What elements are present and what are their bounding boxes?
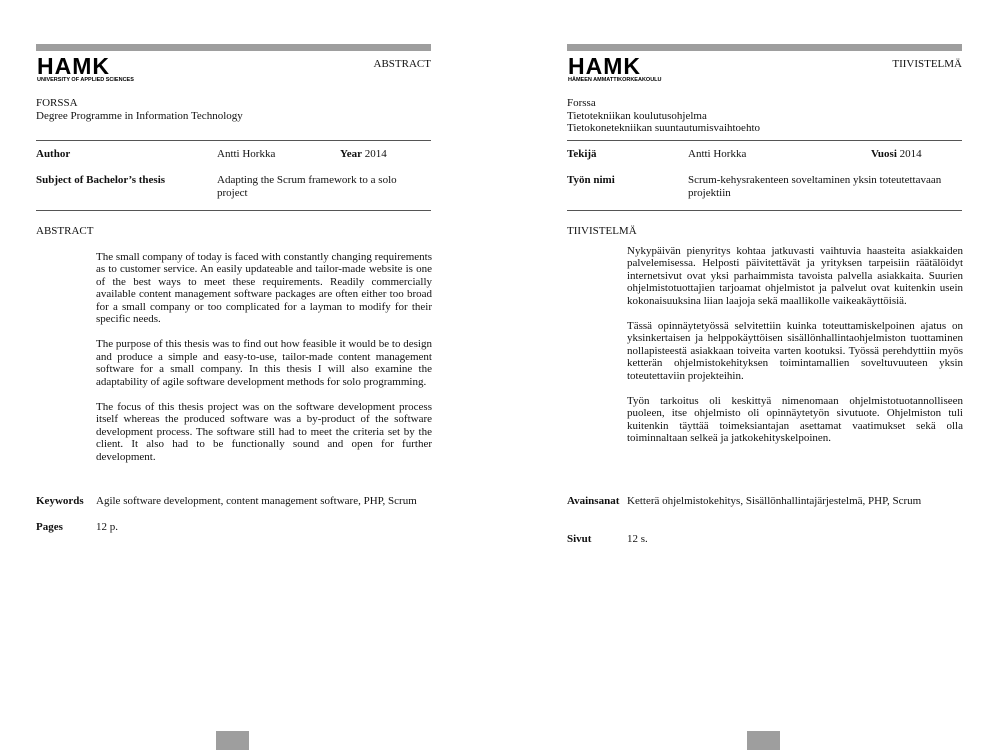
abstract-page-english	[0, 0, 470, 750]
org-line: FORSSA	[36, 97, 78, 109]
paragraph: Tässä opinnäytetyössä selvitettiin kuinka toteuttamiskelpoinen ajatus on yksinkertaisen ja helppokäyttöisen sisällönhallintaohjelmiston tuottaminen nollapisteestä asiakkaan toiveita varten kootuksi. Työssä perehdyttiin myös ketterän ohjelmistokehityksen toimintamallien soveltuvuuteen yksin toteutettaviin projekteihin.	[627, 320, 963, 382]
org-line: Tietotekniikan koulutusohjelma	[567, 109, 707, 122]
page-tab[interactable]	[747, 731, 780, 750]
pages-label: Pages	[36, 521, 63, 533]
header-label: ABSTRACT	[373, 58, 431, 70]
year-label: Vuosi	[871, 148, 897, 160]
logo-subtitle: HÄMEEN AMMATTIKORKEAKOULU	[568, 77, 662, 83]
keywords-value: Ketterä ohjelmistokehitys, Sisällönhallintajärjestelmä, PHP, Scrum	[627, 495, 922, 507]
paragraph: The small company of today is faced with constantly changing requirements as to customer service. An easily updateable and tailor-made website is one of the best ways to meet these requirements. Readily commercially available content management software packages are often either too broad for a small company or too complicated for a layman to modify for their specific needs.	[96, 251, 433, 326]
paragraph: The purpose of this thesis was to find out how feasible it would be to design and produce a simple and easy-to-use, tailor-made content management software for a small company. In this thesis I will also examine the adaptability of agile software development methods for solo programming.	[96, 338, 432, 388]
divider	[36, 140, 431, 141]
author-value: Antti Horkka	[688, 148, 747, 160]
subject-value: Adapting the Scrum framework to a solo project	[217, 174, 397, 199]
organization-block	[567, 97, 760, 135]
abstract-body	[96, 251, 432, 476]
org-line: Forssa	[567, 97, 596, 109]
abstract-body	[627, 245, 963, 458]
org-line: Degree Programme in Information Technology	[36, 109, 243, 122]
paragraph: Työn tarkoitus oli keskittyä nimenomaan ohjelmistotuotannolliseen puoleen, itse ohjelmisto oli opinnäytetyön sivutuote. Ohjelmiston tuli kuitenkin täyttää toimeksiantajan asettamat vaatimukset sekä olla toiminnaltaan selkeä ja jatkokehityskelpoinen.	[627, 395, 963, 445]
organization-block	[36, 97, 243, 122]
paragraph: Nykypäivän pienyritys kohtaa jatkuvasti vaihtuvia haasteita asiakkaiden palvelemisessa. Helposti päivitettävät ja yrityksen tarpeisiin räätälöidyt internetsivut ovat yksi parhaimmista tavoista palvella asiakkaita. Suurien ohjelmistotuottajien tarjoamat ohjelmistot ja palvelut ovat kuitenkin usein kokonaisuuksina liian laajoja sekä maallikolle vaikeakäyttöisiä.	[627, 245, 963, 307]
section-title: ABSTRACT	[36, 225, 94, 237]
keywords-label: Keywords	[36, 495, 84, 507]
pages-value: 12 p.	[96, 521, 118, 533]
subject-label: Työn nimi	[567, 174, 615, 186]
year-value: 2014	[364, 148, 387, 160]
header-bar	[567, 44, 962, 51]
keywords-value: Agile software development, content management software, PHP, Scrum	[96, 495, 417, 507]
logo-subtitle: UNIVERSITY OF APPLIED SCIENCES	[37, 77, 134, 83]
divider	[567, 140, 962, 141]
header-bar	[36, 44, 431, 51]
divider	[567, 210, 962, 211]
pages-value: 12 s.	[627, 533, 648, 545]
year-value: 2014	[899, 148, 922, 160]
page-tab[interactable]	[216, 731, 249, 750]
author-value: Antti Horkka	[217, 148, 276, 160]
subject-value: Scrum-kehysrakenteen soveltaminen yksin toteutettavaan projektiin	[688, 174, 942, 199]
section-title: TIIVISTELMÄ	[567, 225, 637, 237]
pages-label: Sivut	[567, 533, 592, 545]
paragraph: The focus of this thesis project was on the software development process itself whereas the produced software was a by-product of the software development process. The software still had to meet the criteria set by the client. It also had to be functionally sound and open for further development.	[96, 401, 432, 463]
author-label: Tekijä	[567, 148, 597, 160]
year-label: Year	[340, 148, 362, 160]
divider	[36, 210, 431, 211]
header-label: TIIVISTELMÄ	[892, 58, 962, 70]
abstract-page-finnish	[531, 0, 1000, 750]
logo-wordmark: HAMK	[37, 53, 110, 79]
hamk-logo	[37, 55, 134, 84]
org-line: Tietokonetekniikan suuntautumisvaihtoehto	[567, 122, 760, 134]
hamk-logo	[568, 55, 662, 84]
keywords-label: Avainsanat	[567, 495, 620, 507]
logo-wordmark: HAMK	[568, 53, 641, 79]
subject-label: Subject of Bachelor’s thesis	[36, 174, 166, 186]
author-label: Author	[36, 148, 71, 160]
